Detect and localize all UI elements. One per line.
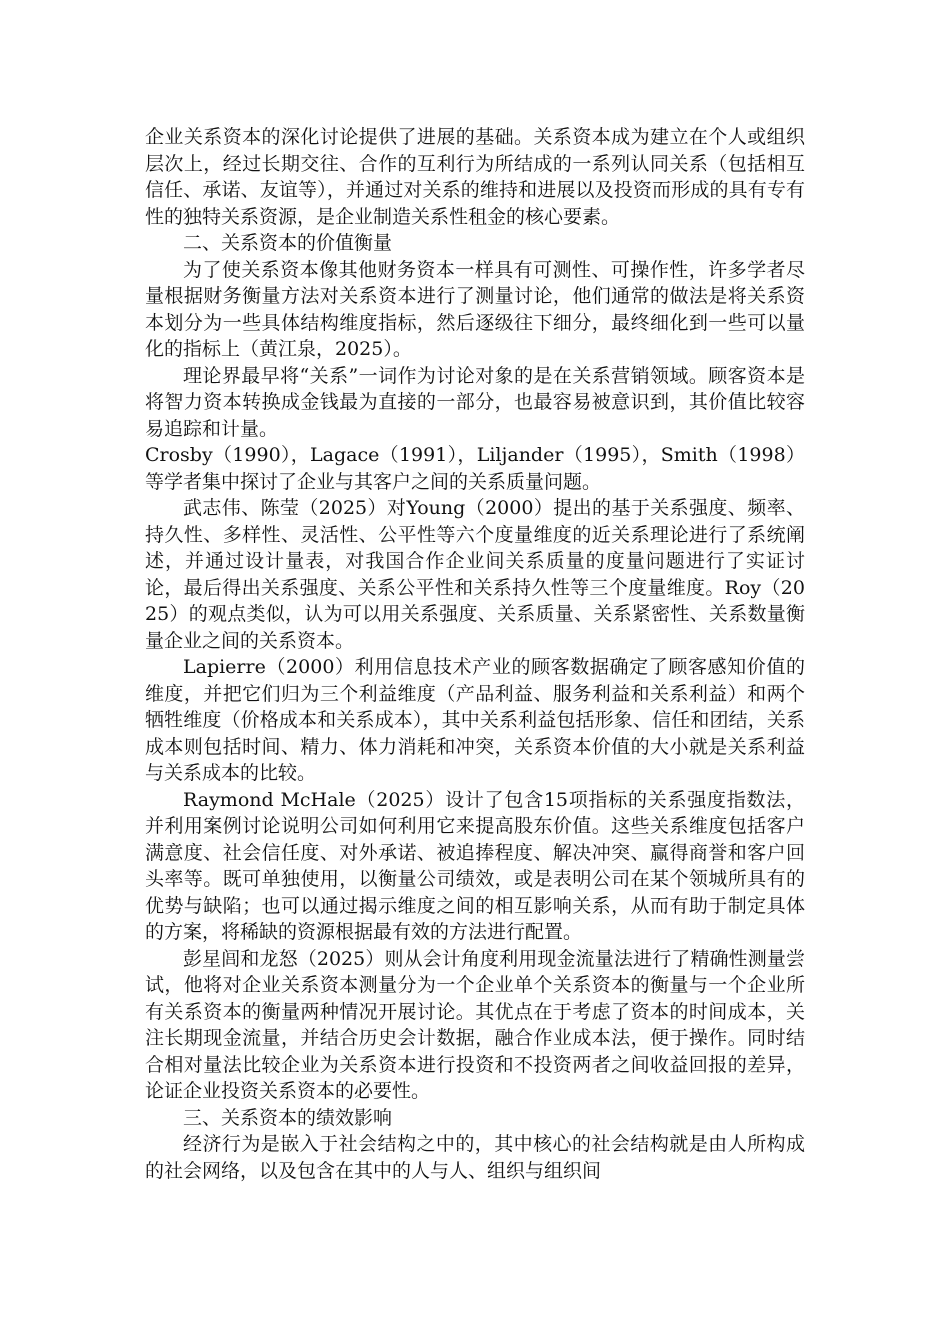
paragraph-intro: 企业关系资本的深化讨论提供了进展的基础。关系资本成为建立在个人或组织层次上，经过长期交往、合作的互利行为所结成的一系列认同关系（包括相互信任、承诺、友谊等），并通过对关系的维持和进展以及投资而形成的具有专有性的独特关系资源，是企业制造关系性租金的核心要素。 [145,126,805,228]
paragraph-cash-flow-method: 彭星闾和龙怒（2025）则从会计角度利用现金流量法进行了精确性测量尝试，他将对企业关系资本测量分为一个企业单个关系资本的衡量与一个企业所有关系资本的衡量两种情况开展讨论。其优点在于考虑了资本的时间成本，关注长期现金流量，并结合历史会计数据，融合作业成本法，便于操作。同时结合相对量法比较企业为关系资本进行投资和不投资两者之间收益回报的差异，论证企业投资关系资本的必要性。 [145,947,805,1102]
paragraph-mchale-index: Raymond McHale（2025）设计了包含15项指标的关系强度指数法，并利用案例讨论说明公司如何利用它来提高股东价值。这些关系维度包括客户满意度、社会信任度、对外承诺、被追捧程度、解决冲突、赢得商誉和客户回头率等。既可单独使用，以衡量公司绩效，或是表明公司在某个领城所具有的优势与缺陷；也可以通过揭示维度之间的相互影响关系，从而有助于制定具体的方案，将稀缺的资源根据最有效的方法进行配置。 [145,788,805,943]
paragraph-social-embeddedness: 经济行为是嵌入于社会结构之中的，其中核心的社会结构就是由人所构成的社会网络，以及包含在其中的人与人、组织与组织间 [145,1133,805,1182]
paragraph-relationship-marketing: 理论界最早将“关系”一词作为讨论对象的是在关系营销领域。顾客资本是将智力资本转换成金钱最为直接的一部分，也最容易被意识到，其价值比较容易追踪和计量。 [145,364,805,440]
paragraph-wu-chen-study: 武志伟、陈莹（2025）对Young（2000）提出的基于关系强度、频率、持久性、多样性、灵活性、公平性等六个度量维度的近关系理论进行了系统阐述，并通过设计量表，对我国合作企业间关系质量的度量问题进行了实证讨论，最后得出关系强度、关系公平性和关系持久性等三个度量维度。Roy（2025）的观点类似，认为可以用关系强度、关系质量、关系紧密性、关系数量衡量企业之间的关系资本。 [145,497,805,652]
section-heading-performance-impact: 三、关系资本的绩效影响 [183,1106,393,1129]
paragraph-measurement-approach: 为了使关系资本像其他财务资本一样具有可测性、可操作性，许多学者尽量根据财务衡量方法对关系资本进行了测量讨论，他们通常的做法是将关系资本划分为一些具体结构维度指标，然后逐级往下细分，最终细化到一些可以量化的指标上（黄江泉，2025）。 [145,258,805,360]
paragraph-lapierre-study: Lapierre（2000）利用信息技术产业的顾客数据确定了顾客感知价值的维度，并把它们归为三个利益维度（产品利益、服务利益和关系利益）和两个牺牲维度（价格成本和关系成本），其中关系利益包括形象、信任和团结，关系成本则包括时间、精力、体力消耗和冲突，关系资本价值的大小就是关系利益与关系成本的比较。 [145,656,805,784]
section-heading-value-measurement: 二、关系资本的价值衡量 [183,232,393,254]
document-page [145,124,805,1184]
paragraph-relationship-quality-scholars: Crosby（1990），Lagace（1991），Liljander（1995），Smith（1998）等学者集中探讨了企业与其客户之间的关系质量问题。 [145,444,805,493]
